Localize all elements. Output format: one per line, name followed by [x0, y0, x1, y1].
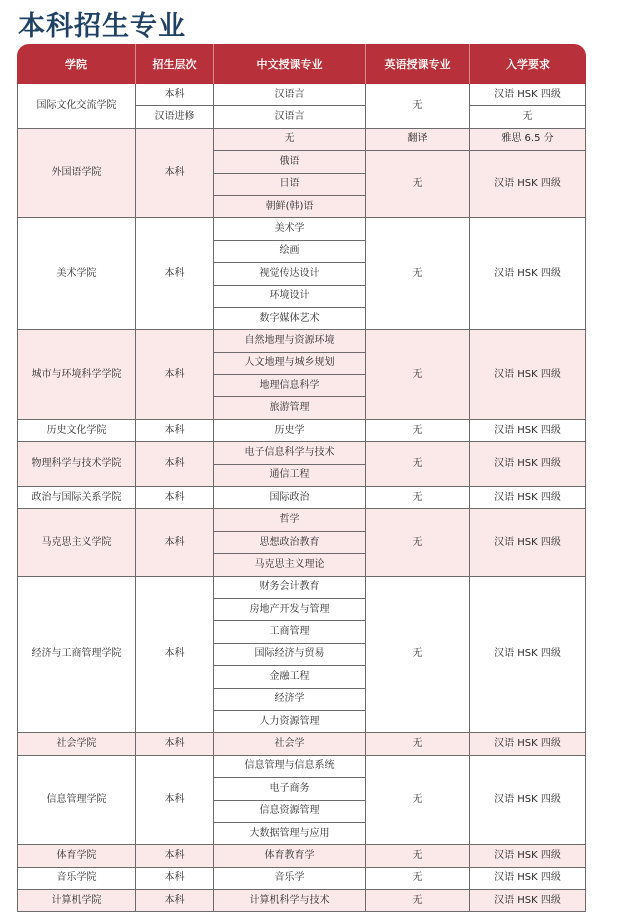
table-row	[17, 84, 586, 106]
chinese-major-cell: 体育教育学	[214, 845, 366, 867]
college-cell: 物理科学与技术学院	[17, 442, 136, 487]
english-major-cell: 无	[366, 84, 470, 129]
chinese-major-cell: 朝鲜(韩)语	[214, 196, 366, 218]
english-major-cell: 无	[366, 733, 470, 755]
requirement-cell: 雅思 6.5 分	[470, 129, 586, 151]
table-row	[17, 442, 586, 464]
table-row	[17, 218, 586, 240]
chinese-major-cell: 音乐学	[214, 868, 366, 890]
chinese-major-cell: 日语	[214, 174, 366, 196]
requirement-cell: 汉语 HSK 四级	[470, 330, 586, 420]
chinese-major-cell: 国际政治	[214, 487, 366, 509]
table-row	[17, 756, 586, 778]
college-cell: 城市与环境科学学院	[17, 330, 136, 420]
chinese-major-cell: 信息管理与信息系统	[214, 756, 366, 778]
level-cell: 本科	[136, 218, 214, 330]
majors-table	[17, 44, 586, 912]
chinese-major-cell: 视觉传达设计	[214, 263, 366, 285]
header-chinese-majors: 中文授课专业	[214, 44, 366, 84]
chinese-major-cell: 电子信息科学与技术	[214, 442, 366, 464]
english-major-cell: 翻译	[366, 129, 470, 151]
chinese-major-cell: 美术学	[214, 218, 366, 240]
level-cell: 本科	[136, 733, 214, 755]
requirement-cell: 汉语 HSK 四级	[470, 868, 586, 890]
chinese-major-cell: 汉语言	[214, 84, 366, 106]
college-cell: 体育学院	[17, 845, 136, 867]
requirement-cell: 汉语 HSK 四级	[470, 733, 586, 755]
level-cell: 本科	[136, 756, 214, 846]
requirement-cell: 汉语 HSK 四级	[470, 509, 586, 576]
level-cell: 本科	[136, 420, 214, 442]
requirement-cell: 汉语 HSK 四级	[470, 151, 586, 218]
requirement-cell: 汉语 HSK 四级	[470, 218, 586, 330]
chinese-major-cell: 无	[214, 129, 366, 151]
college-cell: 经济与工商管理学院	[17, 577, 136, 734]
requirement-cell: 汉语 HSK 四级	[470, 845, 586, 867]
level-cell: 本科	[136, 84, 214, 106]
requirement-cell: 汉语 HSK 四级	[470, 420, 586, 442]
chinese-major-cell: 房地产开发与管理	[214, 599, 366, 621]
chinese-major-cell: 绘画	[214, 241, 366, 263]
english-major-cell: 无	[366, 868, 470, 890]
english-major-cell: 无	[366, 890, 470, 912]
chinese-major-cell: 信息资源管理	[214, 801, 366, 823]
chinese-major-cell: 马克思主义理论	[214, 554, 366, 576]
college-cell: 社会学院	[17, 733, 136, 755]
level-cell: 本科	[136, 129, 214, 219]
chinese-major-cell: 经济学	[214, 689, 366, 711]
chinese-major-cell: 人力资源管理	[214, 711, 366, 733]
table-row	[17, 509, 586, 531]
table-row	[17, 487, 586, 509]
header-level: 招生层次	[136, 44, 214, 84]
college-cell: 马克思主义学院	[17, 509, 136, 576]
chinese-major-cell: 大数据管理与应用	[214, 823, 366, 845]
chinese-major-cell: 国际经济与贸易	[214, 644, 366, 666]
english-major-cell: 无	[366, 330, 470, 420]
chinese-major-cell: 汉语言	[214, 106, 366, 128]
level-cell: 本科	[136, 890, 214, 912]
chinese-major-cell: 人文地理与城乡规划	[214, 353, 366, 375]
table-row	[17, 845, 586, 867]
table-header-row	[17, 44, 586, 84]
requirement-cell: 汉语 HSK 四级	[470, 890, 586, 912]
page-title: 本科招生专业	[18, 11, 186, 42]
chinese-major-cell: 地理信息科学	[214, 375, 366, 397]
table-row	[17, 420, 586, 442]
college-cell: 政治与国际关系学院	[17, 487, 136, 509]
level-cell: 本科	[136, 509, 214, 576]
chinese-major-cell: 旅游管理	[214, 397, 366, 419]
requirement-cell: 汉语 HSK 四级	[470, 487, 586, 509]
chinese-major-cell: 计算机科学与技术	[214, 890, 366, 912]
requirement-cell: 汉语 HSK 四级	[470, 577, 586, 734]
chinese-major-cell: 社会学	[214, 733, 366, 755]
header-requirements: 入学要求	[470, 44, 586, 84]
chinese-major-cell: 俄语	[214, 151, 366, 173]
requirement-cell: 汉语 HSK 四级	[470, 84, 586, 106]
table-body	[17, 84, 586, 912]
level-cell: 本科	[136, 442, 214, 487]
chinese-major-cell: 环境设计	[214, 286, 366, 308]
chinese-major-cell: 数字媒体艺术	[214, 308, 366, 330]
english-major-cell: 无	[366, 487, 470, 509]
chinese-major-cell: 电子商务	[214, 778, 366, 800]
chinese-major-cell: 思想政治教育	[214, 532, 366, 554]
requirement-cell: 无	[470, 106, 586, 128]
chinese-major-cell: 哲学	[214, 509, 366, 531]
level-cell: 本科	[136, 487, 214, 509]
chinese-major-cell: 通信工程	[214, 465, 366, 487]
college-cell: 计算机学院	[17, 890, 136, 912]
level-cell: 本科	[136, 330, 214, 420]
english-major-cell: 无	[366, 218, 470, 330]
table-row	[17, 868, 586, 890]
requirement-cell: 汉语 HSK 四级	[470, 756, 586, 846]
college-cell: 信息管理学院	[17, 756, 136, 846]
requirement-cell: 汉语 HSK 四级	[470, 442, 586, 487]
chinese-major-cell: 财务会计教育	[214, 577, 366, 599]
college-cell: 国际文化交流学院	[17, 84, 136, 129]
english-major-cell: 无	[366, 442, 470, 487]
table-row	[17, 733, 586, 755]
chinese-major-cell: 金融工程	[214, 666, 366, 688]
table-row	[17, 890, 586, 912]
college-cell: 外国语学院	[17, 129, 136, 219]
header-english-majors: 英语授课专业	[366, 44, 470, 84]
chinese-major-cell: 历史学	[214, 420, 366, 442]
college-cell: 美术学院	[17, 218, 136, 330]
chinese-major-cell: 自然地理与资源环境	[214, 330, 366, 352]
table-row	[17, 129, 586, 151]
english-major-cell: 无	[366, 845, 470, 867]
level-cell: 本科	[136, 845, 214, 867]
chinese-major-cell: 工商管理	[214, 621, 366, 643]
english-major-cell: 无	[366, 577, 470, 734]
college-cell: 音乐学院	[17, 868, 136, 890]
table-row	[17, 330, 586, 352]
english-major-cell: 无	[366, 756, 470, 846]
english-major-cell: 无	[366, 151, 470, 218]
table-row	[17, 577, 586, 599]
college-cell: 历史文化学院	[17, 420, 136, 442]
english-major-cell: 无	[366, 420, 470, 442]
level-cell: 本科	[136, 868, 214, 890]
english-major-cell: 无	[366, 509, 470, 576]
header-college: 学院	[17, 44, 136, 84]
level-cell: 汉语进修	[136, 106, 214, 128]
level-cell: 本科	[136, 577, 214, 734]
